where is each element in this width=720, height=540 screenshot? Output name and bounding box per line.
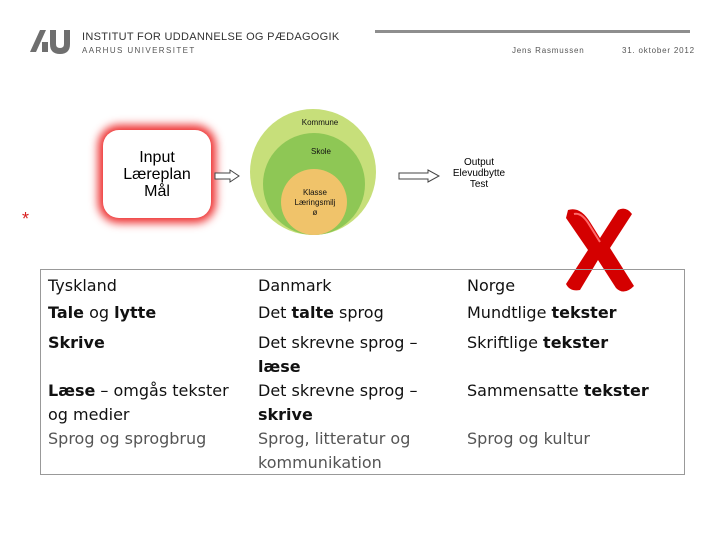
klasse-label: Klasse Læringsmilj ø xyxy=(294,188,336,217)
university-name: AARHUS UNIVERSITET xyxy=(82,46,196,55)
header-divider xyxy=(375,30,690,33)
presentation-date: 31. oktober 2012 xyxy=(622,46,695,55)
arrow-right-icon xyxy=(214,169,240,183)
norge-heading: Norge xyxy=(467,276,516,295)
author-name: Jens Rasmussen xyxy=(512,46,585,55)
output-label: Output Elevudbytte Test xyxy=(452,157,506,190)
institute-name: INSTITUT FOR UDDANNELSE OG PÆDAGOGIK xyxy=(82,31,340,43)
arrow-right-icon xyxy=(398,169,440,183)
danmark-row-2: Det skrevne sprog – læse xyxy=(258,333,418,376)
skole-label: Skole xyxy=(310,147,331,156)
norge-row-4: Sprog og kultur xyxy=(467,429,590,448)
danmark-row-4: Sprog, litteratur og kommunikation xyxy=(258,429,411,472)
danmark-row-3: Det skrevne sprog – skrive xyxy=(258,381,418,424)
tyskland-row-3: Læse – omgås tekster og medier xyxy=(48,381,229,424)
danmark-heading: Danmark xyxy=(258,276,332,295)
tyskland-row-1: Tale og lytte xyxy=(48,303,157,322)
asterisk-mark: * xyxy=(22,209,30,229)
kommune-label: Kommune xyxy=(301,118,339,127)
tyskland-heading: Tyskland xyxy=(48,276,117,295)
norge-row-1: Mundtlige tekster xyxy=(467,303,617,322)
tyskland-row-4: Sprog og sprogbrug xyxy=(48,429,207,448)
norge-row-3: Sammensatte tekster xyxy=(467,381,649,400)
au-logo-icon xyxy=(28,24,76,54)
input-label: Input Læreplan Mål xyxy=(123,149,191,200)
tyskland-row-2: Skrive xyxy=(48,333,105,352)
danmark-row-1: Det talte sprog xyxy=(258,303,384,322)
norge-row-2: Skriftlige tekster xyxy=(467,333,609,352)
